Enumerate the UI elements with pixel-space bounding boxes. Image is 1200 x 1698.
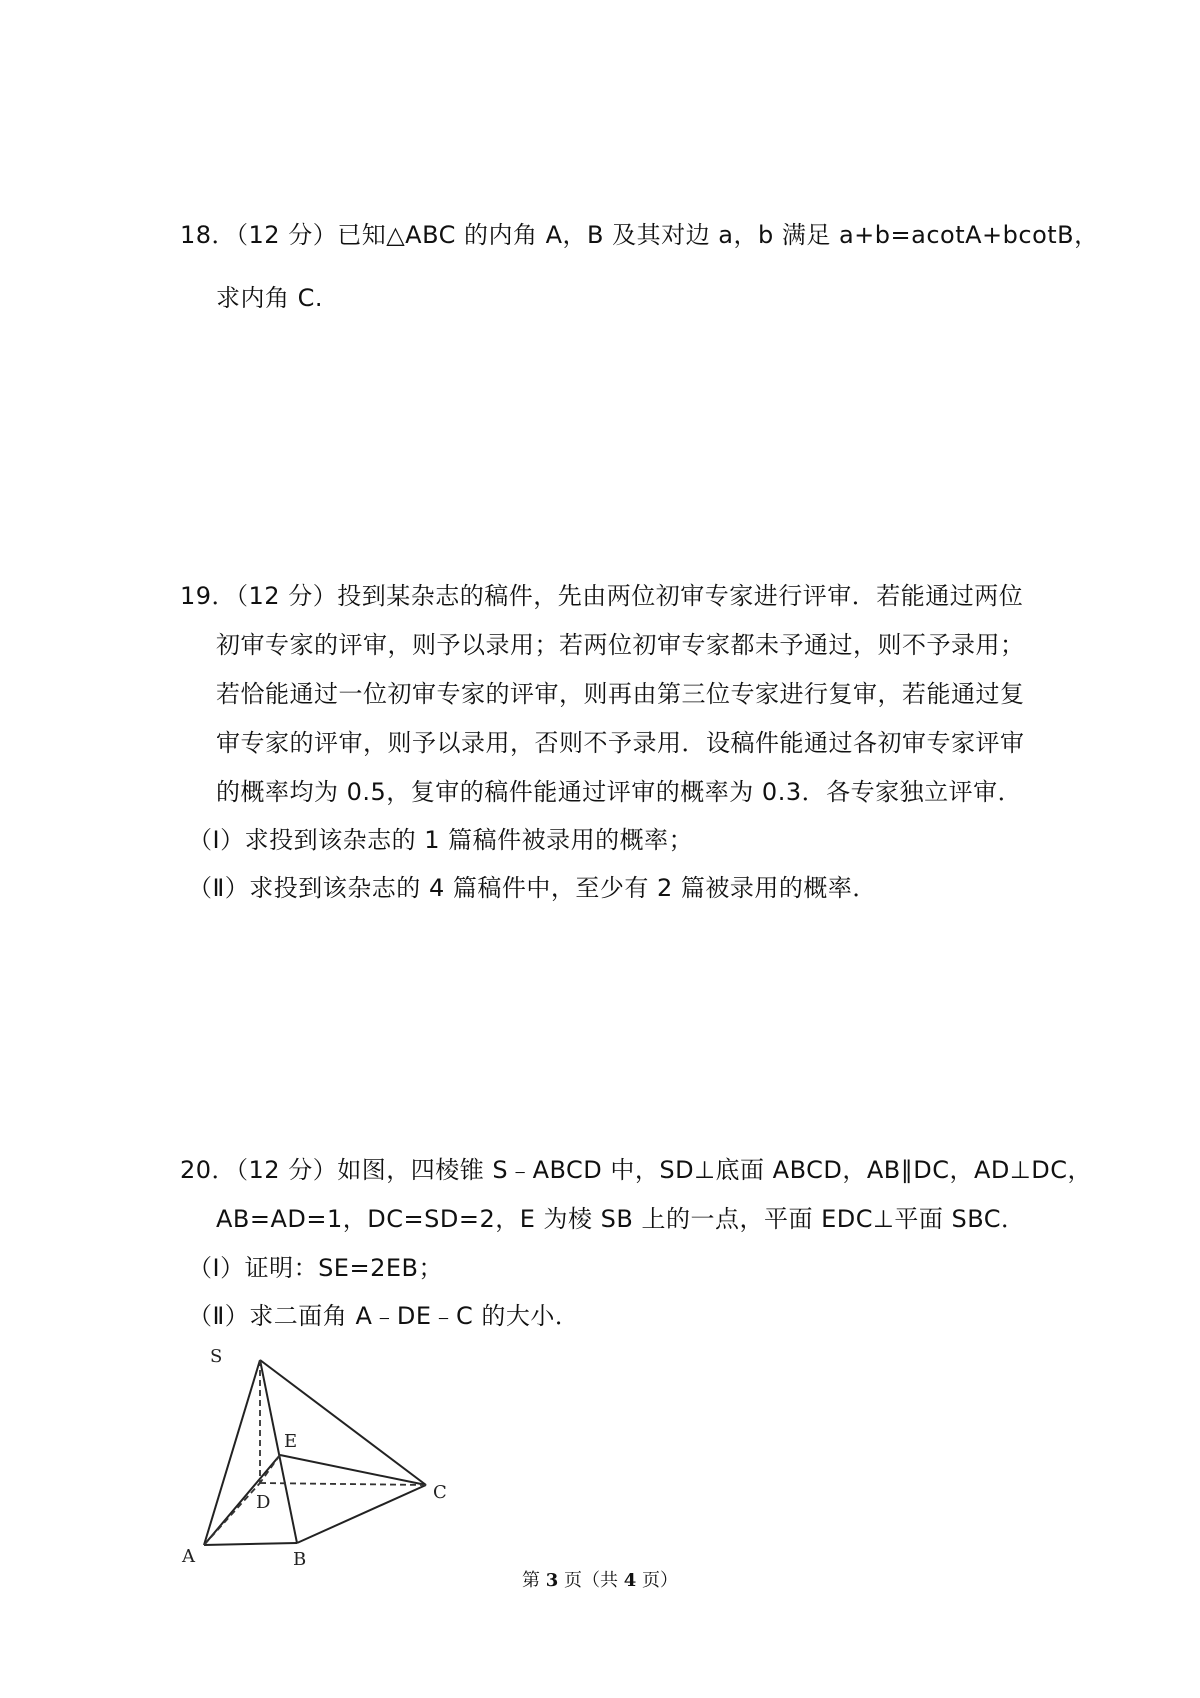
edge-AB (204, 1543, 297, 1545)
label-D: D (256, 1492, 271, 1513)
label-S: S (210, 1346, 223, 1367)
footer-page-number: 3 (545, 1570, 559, 1591)
page-footer (0, 1566, 1200, 1592)
q19-part-1: （Ⅰ）求投到该杂志的 1 篇稿件被录用的概率； (188, 826, 694, 854)
q19-part-2: （Ⅱ）求投到该杂志的 4 篇稿件中，至少有 2 篇被录用的概率． (188, 874, 877, 902)
label-A: A (182, 1546, 195, 1567)
edge-BC (297, 1485, 426, 1543)
footer-total-pages: 4 (623, 1570, 637, 1591)
label-B: B (293, 1549, 307, 1570)
label-C: C (433, 1482, 447, 1503)
q19-line-4: 审专家的评审，则予以录用，否则不予录用．设稿件能通过各初审专家评审 (216, 729, 1025, 757)
q18-line-2: 求内角 C. (216, 284, 324, 312)
q18-line-1: 18．（12 分）已知△ABC 的内角 A，B 及其对边 a，b 满足 a+b=acotA+bcotB， (180, 221, 1099, 249)
q19-line-1: 19．（12 分）投到某杂志的稿件，先由两位初审专家进行评审．若能通过两位 (180, 582, 1024, 610)
label-E: E (284, 1431, 298, 1452)
footer-prefix: 第 (522, 1570, 546, 1591)
edge-ED (260, 1455, 280, 1483)
edge-SA (204, 1360, 260, 1545)
q20-line-1: 20．（12 分）如图，四棱锥 S﹣ABCD 中，SD⊥底面 ABCD，AB∥DC，AD⊥DC， (180, 1156, 1093, 1184)
q20-part-2: （Ⅱ）求二面角 A﹣DE﹣C 的大小． (188, 1302, 580, 1330)
q19-line-2: 初审专家的评审，则予以录用；若两位初审专家都未予通过，则不予录用； (216, 631, 1025, 659)
edge-SC (260, 1360, 426, 1485)
q20-line-2: AB=AD=1，DC=SD=2，E 为棱 SB 上的一点，平面 EDC⊥平面 SBC． (216, 1205, 1026, 1233)
footer-middle: 页（共 (558, 1570, 624, 1591)
pyramid-diagram (180, 1340, 460, 1570)
q19-line-5: 的概率均为 0.5，复审的稿件能通过评审的概率为 0.3．各专家独立评审． (216, 778, 1023, 806)
q19-line-3: 若恰能通过一位初审专家的评审，则再由第三位专家进行复审，若能通过复 (216, 680, 1025, 708)
pyramid-figure (180, 1340, 460, 1570)
footer-suffix: 页） (636, 1570, 678, 1591)
edge-EC (280, 1455, 426, 1485)
q20-part-1: （Ⅰ）证明：SE=2EB； (188, 1254, 443, 1282)
